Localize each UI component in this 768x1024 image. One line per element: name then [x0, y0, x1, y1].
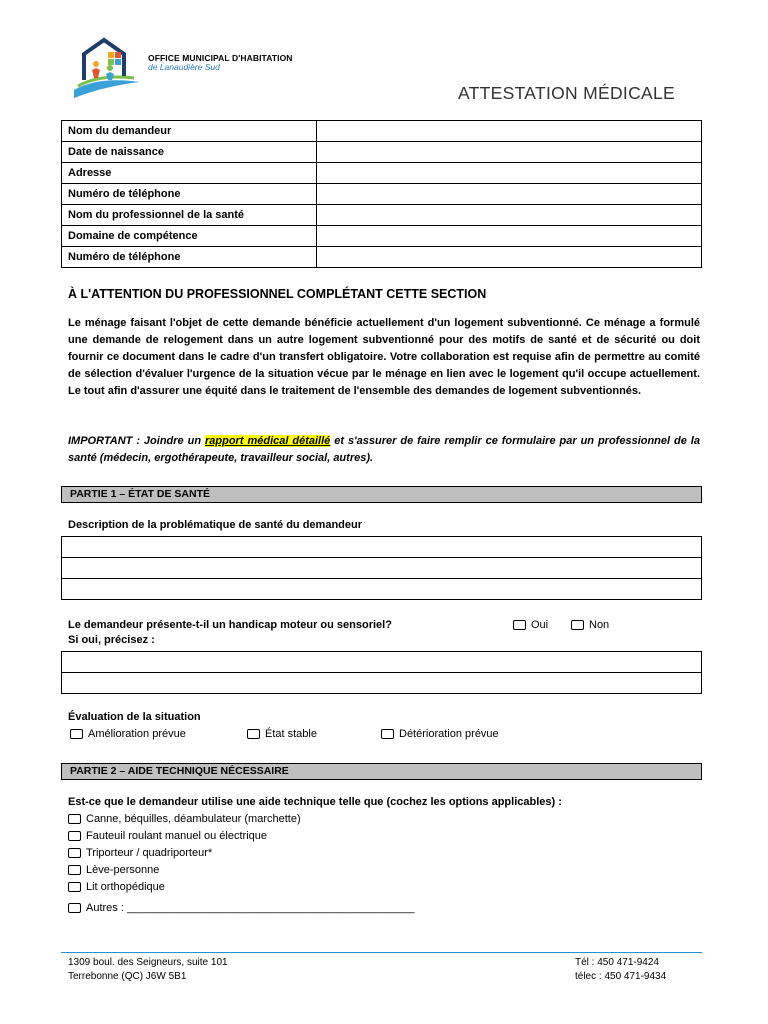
- checkbox-icon[interactable]: [68, 882, 81, 892]
- aid-option[interactable]: [68, 881, 165, 893]
- checkbox-icon[interactable]: [68, 848, 81, 858]
- technical-aid-question: Est-ce que le demandeur utilise une aide technique telle que (cochez les options applicables) :: [68, 796, 562, 808]
- document-title: ATTESTATION MÉDICALE: [458, 83, 675, 103]
- handicap-yes-label: Oui: [531, 619, 549, 631]
- evaluation-option[interactable]: [70, 728, 186, 740]
- evaluation-option-label: Détérioration prévue: [399, 728, 499, 740]
- important-prefix: IMPORTANT : Joindre un: [68, 435, 205, 447]
- applicant-info-table: [61, 120, 702, 268]
- info-label: Date de naissance: [62, 142, 317, 163]
- org-name: OFFICE MUNICIPAL D'HABITATION: [148, 53, 293, 63]
- footer-address-line1: 1309 boul. des Seigneurs, suite 101: [68, 957, 228, 968]
- aid-option-label: Fauteuil roulant manuel ou électrique: [86, 830, 268, 842]
- checkbox-icon[interactable]: [571, 620, 584, 630]
- important-suffix: et s'assurer de faire remplir ce formulaire par un professionnel de la santé (médecin, ergothérapeute, travailleur social, autres).: [68, 435, 700, 464]
- checkbox-icon[interactable]: [381, 729, 394, 739]
- info-label: Adresse: [62, 163, 317, 184]
- specify-label: Si oui, précisez :: [68, 634, 155, 646]
- info-label: Numéro de téléphone: [62, 247, 317, 268]
- footer-divider: [61, 952, 702, 953]
- aid-option-label: Triporteur / quadriporteur*: [86, 847, 213, 859]
- omh-logo: [68, 36, 146, 100]
- org-region: de Lanaudière Sud: [148, 62, 220, 72]
- handicap-no-option[interactable]: [571, 619, 609, 631]
- info-label: Nom du demandeur: [62, 121, 317, 142]
- description-line[interactable]: [62, 558, 702, 579]
- info-label: Numéro de téléphone: [62, 184, 317, 205]
- description-line[interactable]: [62, 579, 702, 600]
- checkbox-icon[interactable]: [70, 729, 83, 739]
- aid-option[interactable]: [68, 847, 212, 859]
- info-value-field[interactable]: [317, 205, 702, 226]
- info-value-field[interactable]: [317, 142, 702, 163]
- info-value-field[interactable]: [317, 163, 702, 184]
- description-box: [61, 536, 702, 600]
- aid-option-label: Canne, béquilles, déambulateur (marchette): [86, 813, 301, 825]
- info-row: [62, 247, 702, 268]
- info-value-field[interactable]: [317, 184, 702, 205]
- info-label: Nom du professionnel de la santé: [62, 205, 317, 226]
- evaluation-option-label: État stable: [265, 728, 317, 740]
- evaluation-option[interactable]: [247, 728, 317, 740]
- checkbox-icon[interactable]: [68, 865, 81, 875]
- evaluation-option-label: Amélioration prévue: [88, 728, 186, 740]
- info-row: [62, 142, 702, 163]
- aid-option-label: Lit orthopédique: [86, 881, 165, 893]
- checkbox-icon[interactable]: [513, 620, 526, 630]
- aid-option[interactable]: [68, 813, 301, 825]
- aid-option-label: Lève-personne: [86, 864, 160, 876]
- info-row: [62, 163, 702, 184]
- specify-box: [61, 651, 702, 694]
- intro-paragraph: Le ménage faisant l'objet de cette demande bénéficie actuellement d'un logement subventionné. Ce ménage a formulé une demande de relogement dans un autre logement subventionné pour des motifs de santé et de sécurité ou doit fournir ce document dans le cadre d'un transfert obligatoire. Votre collaboration est requise afin de permettre au comité de sélection d'évaluer l'urgence de la situation vécue par le ménage en lien avec le logement qu'il occupe actuellement. Le tout afin d'assurer une équité dans le traitement de l'ensemble des demandes de logement subventionnés.: [68, 317, 700, 397]
- checkbox-icon[interactable]: [68, 903, 81, 913]
- footer-fax: télec : 450 471-9434: [575, 971, 667, 982]
- handicap-yes-option[interactable]: [513, 619, 548, 631]
- checkbox-icon[interactable]: [68, 814, 81, 824]
- info-value-field[interactable]: [317, 247, 702, 268]
- info-row: [62, 226, 702, 247]
- footer-address-line2: Terrebonne (QC) J6W 5B1: [68, 971, 187, 982]
- aid-option[interactable]: [68, 864, 159, 876]
- evaluation-option[interactable]: [381, 728, 499, 740]
- checkbox-icon[interactable]: [68, 831, 81, 841]
- info-value-field[interactable]: [317, 226, 702, 247]
- aid-option[interactable]: [68, 830, 267, 842]
- important-note: [68, 433, 700, 467]
- info-value-field[interactable]: [317, 121, 702, 142]
- part1-header: PARTIE 1 – ÉTAT DE SANTÉ: [61, 486, 702, 503]
- info-row: [62, 184, 702, 205]
- important-highlight: rapport médical détaillé: [205, 435, 331, 447]
- handicap-no-label: Non: [589, 619, 610, 631]
- specify-line[interactable]: [62, 673, 702, 694]
- aid-other-label: Autres : _______________________________________________: [86, 902, 415, 914]
- part2-header: PARTIE 2 – AIDE TECHNIQUE NÉCESSAIRE: [61, 763, 702, 780]
- checkbox-icon[interactable]: [247, 729, 260, 739]
- info-row: [62, 121, 702, 142]
- specify-line[interactable]: [62, 652, 702, 673]
- footer-phone: Tél : 450 471-9424: [575, 957, 659, 968]
- aid-other-option[interactable]: [68, 902, 415, 914]
- evaluation-label: Évaluation de la situation: [68, 711, 201, 723]
- info-label: Domaine de compétence: [62, 226, 317, 247]
- info-row: [62, 205, 702, 226]
- description-line[interactable]: [62, 537, 702, 558]
- attention-heading: À L'ATTENTION DU PROFESSIONNEL COMPLÉTANT CETTE SECTION: [68, 287, 487, 301]
- handicap-question: Le demandeur présente-t-il un handicap moteur ou sensoriel?: [68, 619, 392, 631]
- description-label: Description de la problématique de santé du demandeur: [68, 519, 363, 531]
